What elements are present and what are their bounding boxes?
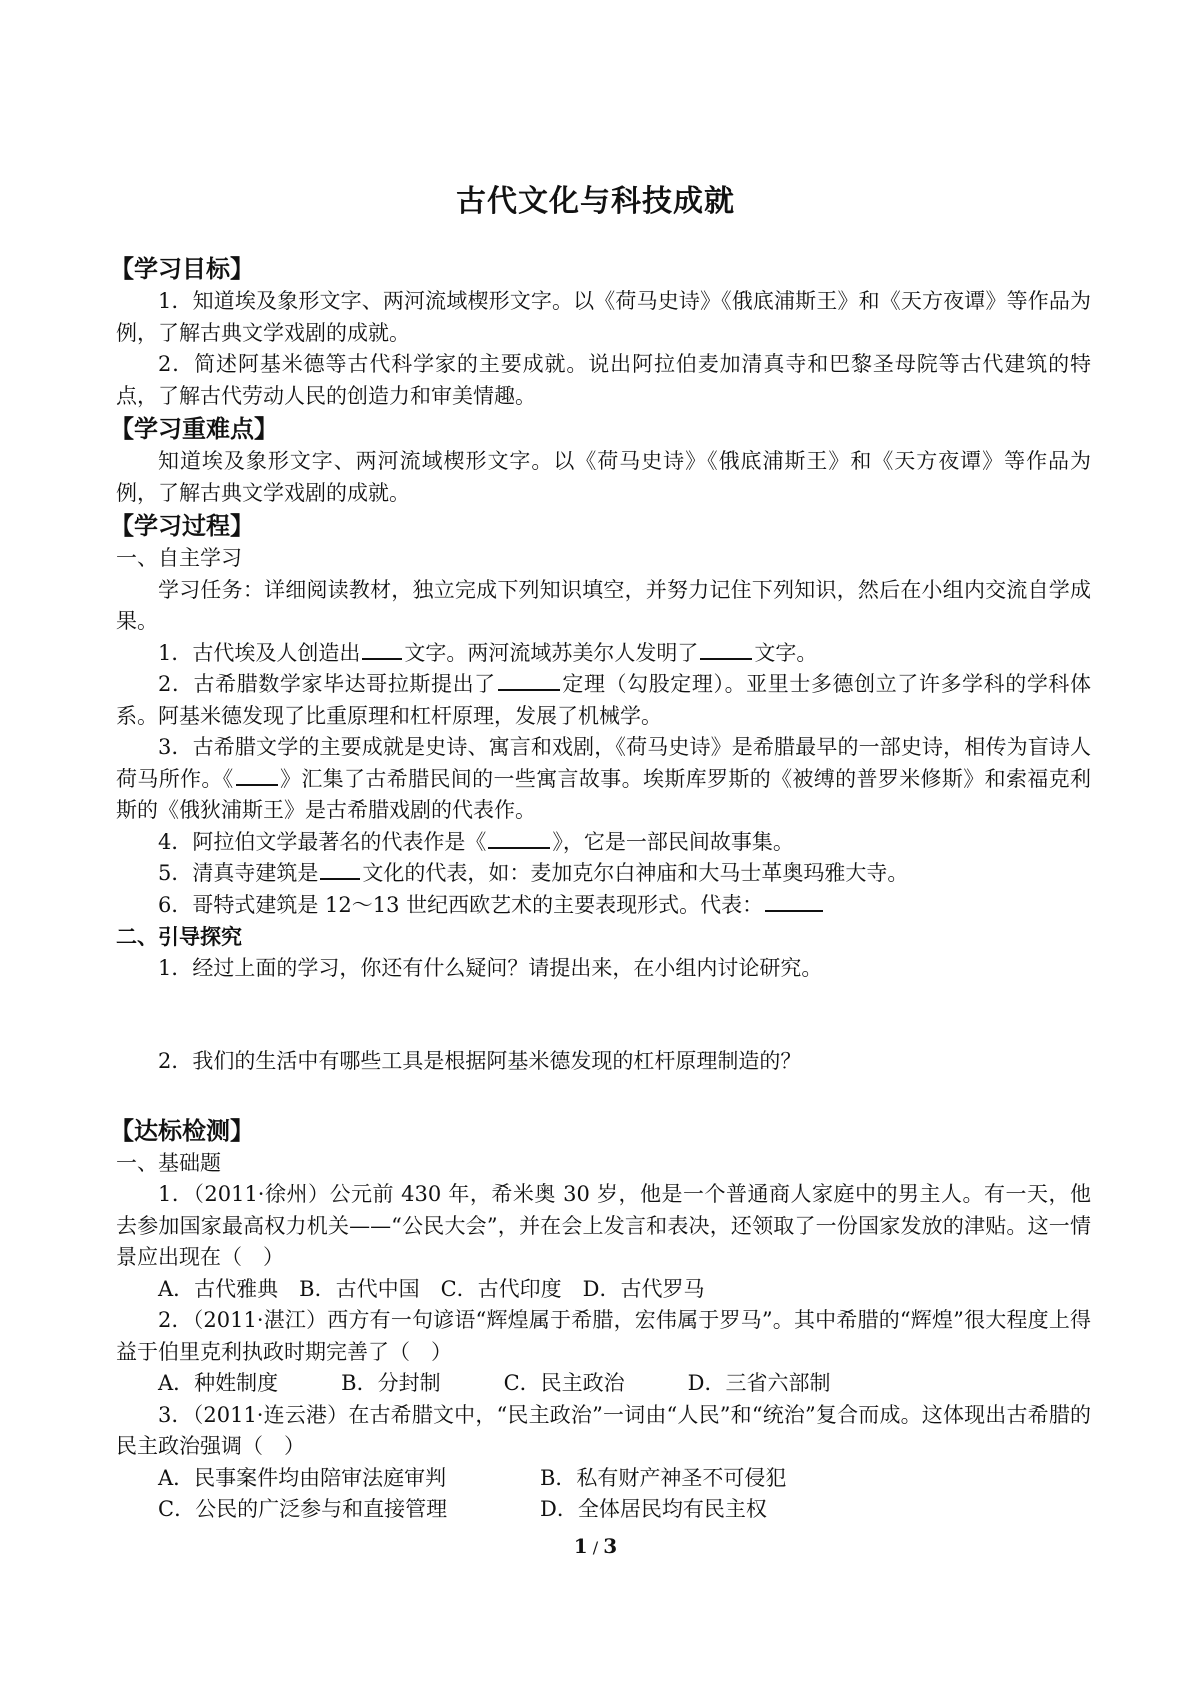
answer-space-1[interactable]	[116, 984, 1091, 1046]
test-question-2: 2．（2011·湛江）西方有一句谚语“辉煌属于希腊，宏伟属于罗马”。其中希腊的“辉煌”很大程度上得益于伯里克利执政时期完善了（ ）	[116, 1308, 1091, 1364]
option-b: B．私有财产神圣不可侵犯	[540, 1465, 787, 1490]
fill-question-2	[116, 669, 1091, 732]
fill-question-4	[116, 827, 1091, 859]
q1-text-b: 文字。两河流域苏美尔人发明了	[404, 640, 699, 665]
inquiry-question-2: 2．我们的生活中有哪些工具是根据阿基米德发现的杠杆原理制造的？	[158, 1049, 802, 1073]
q4-text-a: 4．阿拉伯文学最著名的代表作是《	[158, 829, 487, 854]
q1-text-a: 1．古代埃及人创造出	[158, 640, 361, 665]
test-question-2-options: A．种姓制度 B．分封制 C．民主政治 D．三省六部制	[158, 1371, 831, 1395]
q4-text-b: 》，它是一部民间故事集。	[552, 829, 794, 854]
process-part1-title: 一、自主学习	[116, 546, 242, 570]
section-heading-key-points: 【学习重难点】	[110, 415, 278, 443]
fill-question-1	[116, 638, 1091, 670]
inquiry-question-1: 1．经过上面的学习，你还有什么疑问？请提出来，在小组内讨论研究。	[158, 955, 823, 980]
page-separator: /	[587, 1538, 604, 1557]
page-total: 3	[603, 1534, 618, 1558]
goal-item-1: 1．知道埃及象形文字、两河流域楔形文字。以《荷马史诗》《俄底浦斯王》和《天方夜谭》等作品为例，了解古典文学戏剧的成就。	[116, 289, 1091, 345]
process-task: 学习任务：详细阅读教材，独立完成下列知识填空，并努力记住下列知识，然后在小组内交流自学成果。	[116, 577, 1091, 633]
q3-text-a: 3．古希腊文学的主要成就是史诗、寓言和戏剧，《荷马史诗》是希腊最早的一部史诗，相传为盲诗人荷马所作。《	[116, 735, 1091, 791]
q1-text-c: 文字。	[754, 640, 818, 665]
option-d: D．全体居民均有民主权	[540, 1497, 767, 1521]
goal-item-2: 2．简述阿基米德等古代科学家的主要成就。说出阿拉伯麦加清真寺和巴黎圣母院等古代建筑的特点，了解古代劳动人民的创造力和审美情趣。	[116, 352, 1091, 408]
fill-question-3	[116, 732, 1091, 827]
option-a: A．民事案件均由陪审法庭审判	[158, 1465, 447, 1490]
page-current: 1	[573, 1534, 588, 1558]
test-question-1: 1．（2011·徐州）公元前 430 年，希米奥 30 岁，他是一个普通商人家庭中的男主人。有一天，他去参加国家最高权力机关——“公民大会”，并在会上发言和表决，还领取了一份国家发放的津贴。这一情景应出现在（ ）	[116, 1182, 1091, 1269]
process-part2-title: 二、引导探究	[116, 924, 242, 949]
answer-blank-4[interactable]	[236, 764, 278, 786]
test-question-3: 3．（2011·连云港）在古希腊文中，“民主政治”一词由“人民”和“统治”复合而成。这体现出古希腊的民主政治强调（ ）	[116, 1402, 1091, 1458]
answer-blank-3[interactable]	[498, 669, 560, 691]
test-question-3-options-row-2	[116, 1494, 1091, 1526]
section-heading-process: 【学习过程】	[110, 512, 254, 540]
section-heading-goals: 【学习目标】	[110, 255, 254, 283]
fill-question-6	[116, 890, 1091, 922]
answer-blank-2[interactable]	[700, 638, 752, 660]
test-question-1-options: A．古代雅典 B．古代中国 C．古代印度 D．古代罗马	[158, 1276, 705, 1301]
test-part1-title: 一、基础题	[116, 1150, 221, 1175]
page-number	[0, 1534, 1191, 1558]
answer-blank-6[interactable]	[320, 858, 360, 880]
page-title: 古代文化与科技成就	[456, 184, 735, 219]
key-points-text: 知道埃及象形文字、两河流域楔形文字。以《荷马史诗》《俄底浦斯王》和《天方夜谭》等作品为例，了解古典文学戏剧的成就。	[116, 449, 1091, 505]
test-question-3-options-row-1	[116, 1463, 1091, 1495]
q3-text-b: 》汇集了古希腊民间的一些寓言故事。埃斯库罗斯的《被缚的普罗米修斯》和索福克利斯的《俄狄浦斯王》是古希腊戏剧的代表作。	[116, 766, 1092, 822]
answer-blank-7[interactable]	[765, 890, 823, 912]
q5-text-b: 文化的代表，如：麦加克尔白神庙和大马士革奥玛雅大寺。	[362, 861, 909, 885]
document-body	[110, 252, 1092, 1526]
q2-text-a: 2．古希腊数学家毕达哥拉斯提出了	[158, 672, 496, 696]
section-heading-test: 【达标检测】	[110, 1116, 254, 1145]
option-c: C．公民的广泛参与和直接管理	[158, 1497, 448, 1521]
fill-question-5	[116, 858, 1091, 890]
q6-text-a: 6．哥特式建筑是 12～13 世纪西欧艺术的主要表现形式。代表：	[158, 892, 764, 917]
q5-text-a: 5．清真寺建筑是	[158, 861, 319, 885]
answer-blank-5[interactable]	[488, 827, 550, 849]
answer-space-2[interactable]	[116, 1078, 1091, 1114]
answer-blank-1[interactable]	[362, 638, 402, 660]
q2-text-b: 定理（勾股定理）。亚里士多德创立了许多学科的学科体系。阿基米德发现了比重原理和杠杆原理，发展了机械学。	[116, 672, 1091, 728]
